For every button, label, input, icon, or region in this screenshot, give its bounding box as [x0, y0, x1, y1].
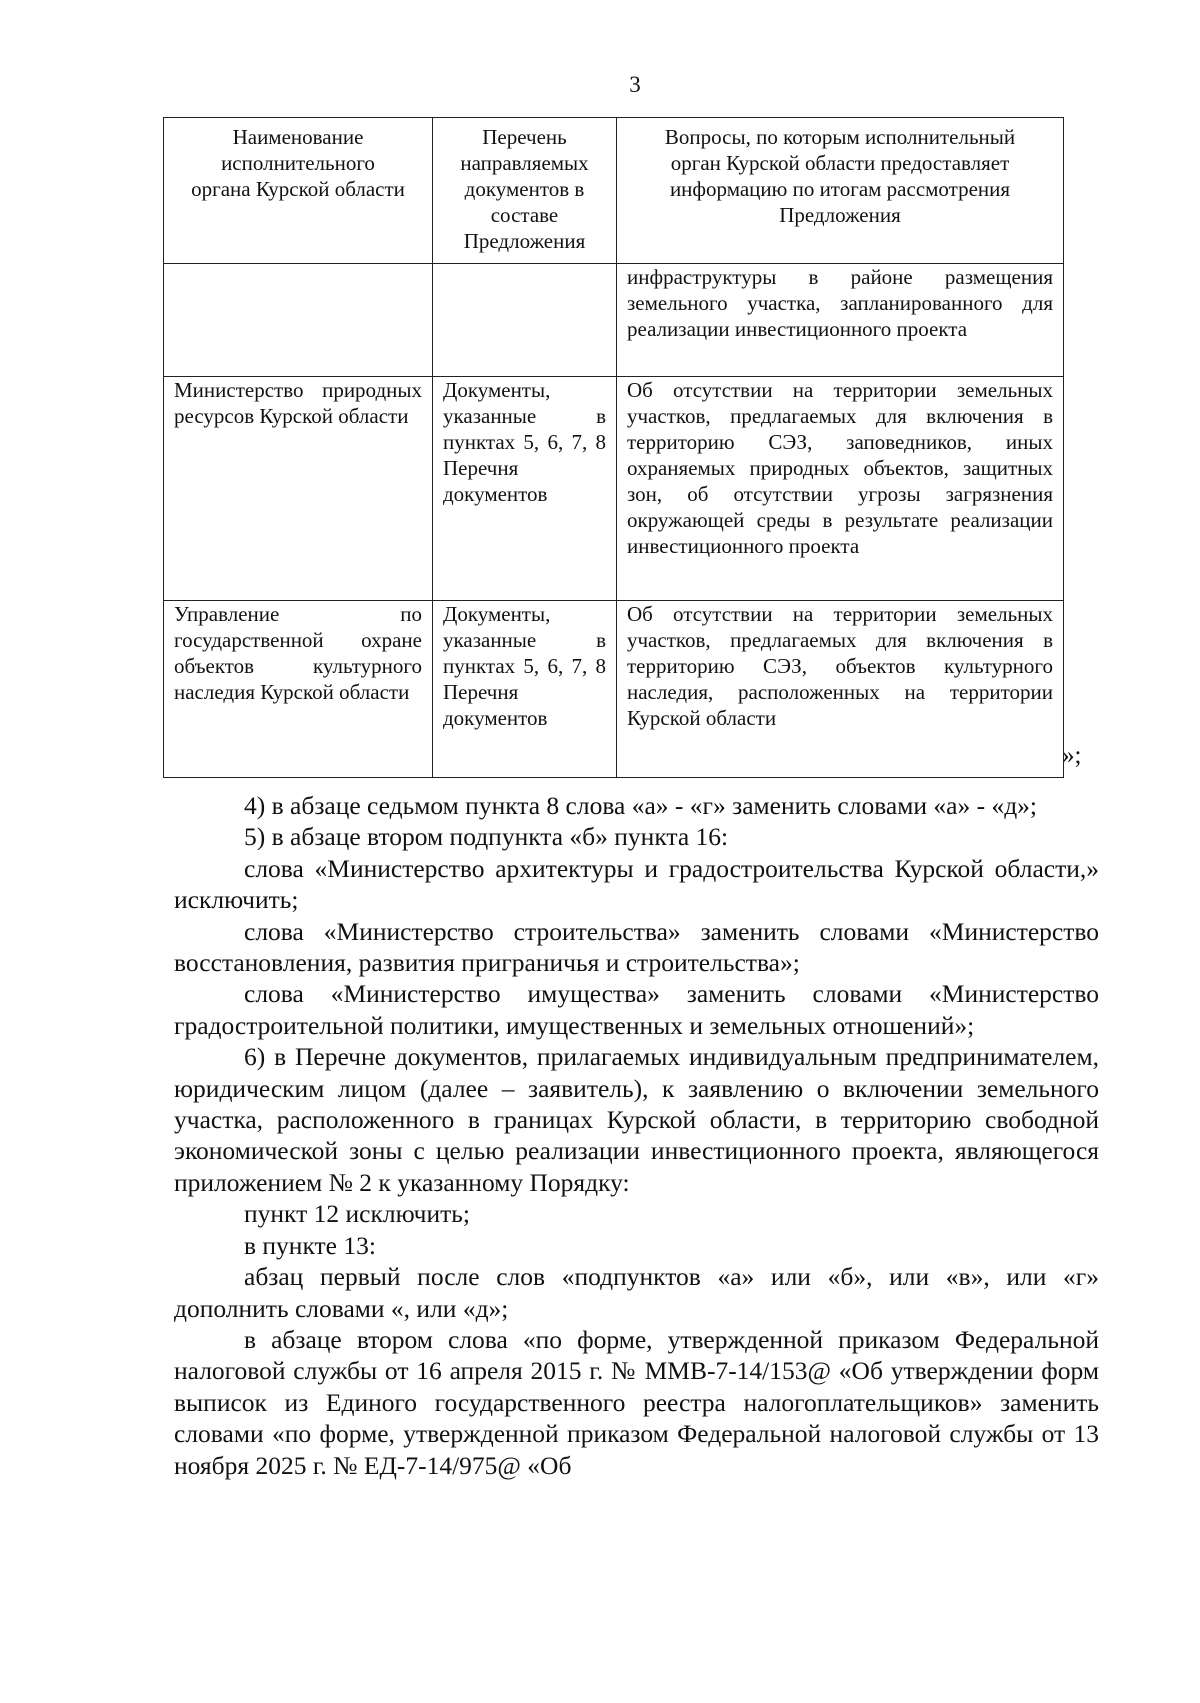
cell-documents: Документы, указанные в пунктах 5, 6, 7, 8 Перечня документов: [433, 601, 617, 778]
table-closing-mark: »;: [1062, 742, 1082, 769]
cell-documents: [433, 264, 617, 377]
paragraph: 4) в абзаце седьмом пункта 8 слова «а» - «г» заменить словами «а» - «д»;: [244, 791, 1038, 820]
cell-questions: Об отсутствии на территории земельных участков, предлагаемых для включения в территорию СЭЗ, заповедников, иных охраняемых природных объектов, защитных зон, об отсутствии угрозы загрязнения окружающей среды в результате реализации инвестиционного проекта: [617, 377, 1064, 601]
paragraph: слова «Министерство архитектуры и градостроительства Курской области,» исключить;: [174, 853, 1099, 915]
table-header-row: [164, 118, 1064, 264]
cell-documents: Документы, указанные в пунктах 5, 6, 7, 8 Перечня документов: [433, 377, 617, 601]
paragraph: абзац первый после слов «подпунктов «а» или «б», или «в», или «г» дополнить словами «, или «д»;: [174, 1262, 1099, 1323]
table-row: [164, 601, 1064, 778]
paragraph: пункт 12 исключить;: [244, 1199, 470, 1229]
header-documents: Перечень направляемых документов в составе Предложения: [433, 118, 617, 264]
table-row: [164, 264, 1064, 377]
paragraph: в пункте 13:: [244, 1230, 376, 1260]
paragraph: слова «Министерство имущества» заменить словами «Министерство градостроительной политики, имущественных и земельных отношений»;: [174, 979, 1099, 1040]
paragraph: в абзаце втором слова «по форме, утвержденной приказом Федеральной налоговой службы от 16 апреля 2015 г. № ММВ-7-14/153@ «Об утверждении форм выписок из Единого государственного реестра налогоплательщиков» заменить словами «по форме, утвержденной приказом Федеральной налоговой службы от 13 ноября 2025 г. № ЕД-7-14/975@ «Об: [174, 1324, 1099, 1480]
page-number: 3: [629, 72, 641, 97]
cell-questions: инфраструктуры в районе размещения земельного участка, запланированного для реализации инвестиционного проекта: [617, 264, 1064, 377]
cell-organ: Управление по государственной охране объектов культурного наследия Курской области: [164, 601, 433, 778]
header-questions: Вопросы, по которым исполнительный орган Курской области предоставляет информацию по итогам рассмотрения Предложения: [617, 118, 1064, 264]
table-row: [164, 377, 1064, 601]
document-table: [163, 117, 1064, 778]
cell-questions: Об отсутствии на территории земельных участков, предлагаемых для включения в территорию СЭЗ, объектов культурного наследия, расположенных на территории Курской области: [617, 601, 1064, 778]
document-body: [174, 790, 1099, 1481]
header-organ: Наименование исполнительного органа Курской области: [164, 118, 433, 264]
paragraph: слова «Министерство строительства» заменить словами «Министерство восстановления, развития приграничья и строительства»;: [174, 916, 1099, 978]
paragraph: 6) в Перечне документов, прилагаемых индивидуальным предпринимателем, юридическим лицом (далее – заявитель), к заявлению о включении земельного участка, расположенного в границах Курской области, в территорию свободной экономической зоны с целью реализации инвестиционного проекта, являющегося приложением № 2 к указанному Порядку:: [174, 1042, 1099, 1197]
cell-organ: Министерство природных ресурсов Курской области: [164, 377, 433, 601]
cell-organ: [164, 264, 433, 377]
paragraph: 5) в абзаце втором подпункта «б» пункта 16:: [244, 822, 729, 852]
